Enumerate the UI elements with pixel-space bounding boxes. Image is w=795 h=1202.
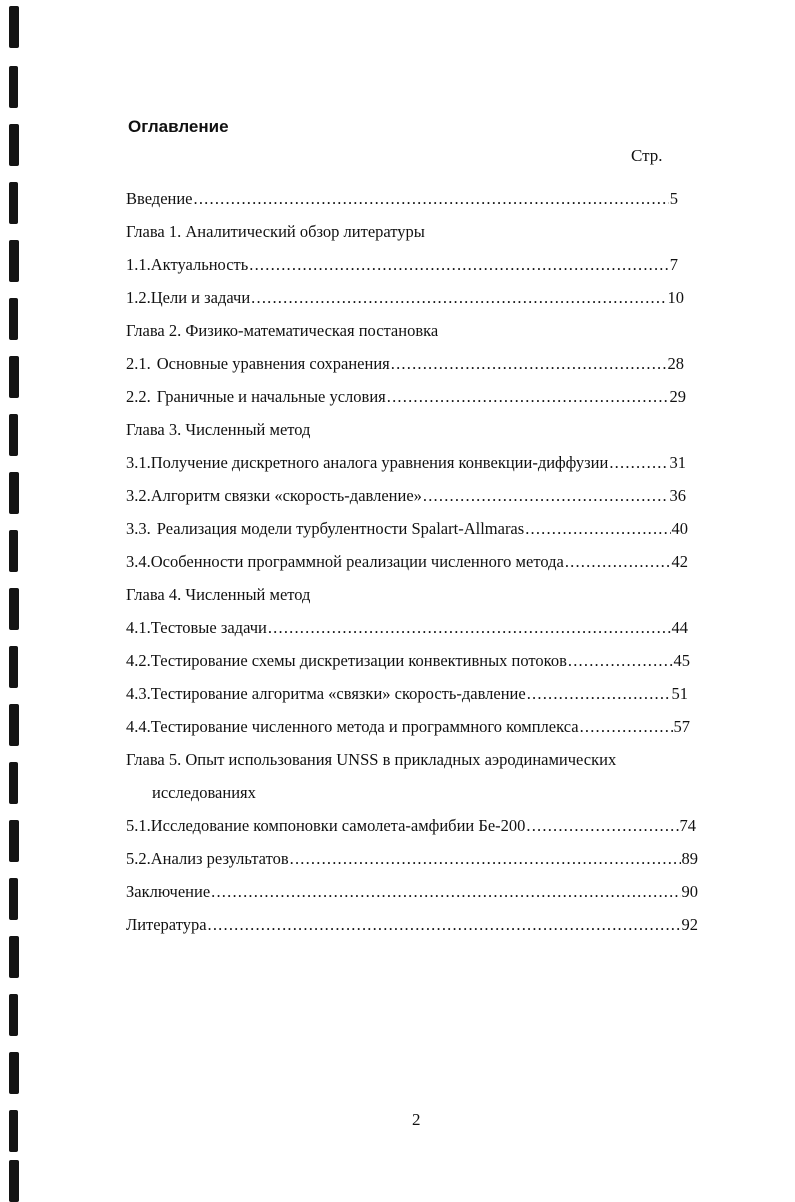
toc-chapter-4[interactable]: [126, 581, 686, 609]
toc-entry-page: 89: [681, 849, 698, 868]
toc-entry-3-2[interactable]: [126, 482, 686, 510]
toc-entry-number: 4.1.: [126, 618, 151, 637]
toc-entry-label: Особенности программной реализации численного метода: [150, 552, 564, 571]
dot-leader: [580, 713, 673, 741]
toc-entry-label: исследованиях: [152, 783, 256, 802]
dot-leader: [268, 614, 671, 642]
toc-entry-literature[interactable]: [126, 911, 698, 939]
dot-leader: [290, 845, 681, 873]
toc-entry-page: 51: [671, 684, 688, 703]
toc-entry-label: Глава 1. Аналитический обзор литературы: [126, 222, 425, 241]
toc-entry-number: 2.1.: [126, 354, 151, 373]
toc-entry-label: Глава 5. Опыт использования UNSS в прикладных аэродинамических: [126, 750, 617, 769]
toc-entry-introduction[interactable]: [126, 185, 678, 213]
toc-entry-2-2[interactable]: [126, 383, 686, 411]
toc-chapter-5-continuation[interactable]: [152, 779, 256, 807]
toc-entry-page: 74: [679, 816, 696, 835]
toc-entry-label: Алгоритм связки «скорость-давление»: [150, 486, 422, 505]
toc-entry-page: 44: [671, 618, 688, 637]
toc-entry-2-1[interactable]: [126, 350, 684, 378]
toc-entry-label: Реализация модели турбулентности Spalart-Allmaras: [156, 519, 525, 538]
page-column-header: Стр.: [631, 146, 663, 165]
toc-entry-number: 5.2.: [126, 849, 151, 868]
toc-entry-label: Тестирование алгоритма «связки» скорость-давление: [150, 684, 526, 703]
toc-entry-label: Анализ результатов: [150, 849, 289, 868]
toc-entry-page: 90: [681, 882, 698, 901]
toc-entry-number: 3.3.: [126, 519, 151, 538]
dot-leader: [565, 548, 671, 576]
toc-entry-label: Исследование компоновки самолета-амфибии Бе-200: [150, 816, 526, 835]
toc-entry-number: 3.2.: [126, 486, 151, 505]
toc-entry-1-2[interactable]: [126, 284, 684, 312]
toc-entry-label: Введение: [126, 189, 193, 208]
toc-entry-number: 5.1.: [126, 816, 151, 835]
toc-entry-page: 92: [681, 915, 698, 934]
toc-entry-number: 1.1.: [126, 255, 151, 274]
toc-entry-label: Тестирование схемы дискретизации конвективных потоков: [150, 651, 567, 670]
toc-entry-page: 10: [667, 288, 684, 307]
toc-entry-label: Глава 2. Физико-математическая постановка: [126, 321, 439, 340]
toc-entry-label: Получение дискретного аналога уравнения конвекции-диффузии: [150, 453, 609, 472]
toc-entry-label: Глава 3. Численный метод: [126, 420, 311, 439]
toc-entry-1-1[interactable]: [126, 251, 678, 279]
toc-entry-5-2[interactable]: [126, 845, 698, 873]
toc-entry-label: Тестовые задачи: [150, 618, 267, 637]
toc-entry-page: 29: [669, 387, 686, 406]
toc-entry-page: 7: [669, 255, 678, 274]
toc-entry-3-1[interactable]: [126, 449, 686, 477]
toc-entry-4-1[interactable]: [126, 614, 688, 642]
toc-title: Оглавление: [128, 117, 229, 136]
dot-leader: [251, 284, 666, 312]
toc-entry-4-3[interactable]: [126, 680, 688, 708]
page-number: 2: [412, 1110, 421, 1129]
toc-entry-label: Литература: [126, 915, 207, 934]
dot-leader: [249, 251, 668, 279]
toc-entry-conclusion[interactable]: [126, 878, 698, 906]
dot-leader: [526, 812, 678, 840]
toc-entry-label: Основные уравнения сохранения: [156, 354, 390, 373]
dot-leader: [423, 482, 669, 510]
toc-entry-number: 1.2.: [126, 288, 151, 307]
toc-entry-3-4[interactable]: [126, 548, 688, 576]
toc-entry-number: 4.4.: [126, 717, 151, 736]
toc-chapter-3[interactable]: [126, 416, 686, 444]
toc-entry-3-3[interactable]: [126, 515, 688, 543]
toc-chapter-5[interactable]: [126, 746, 686, 774]
toc-entry-label: Граничные и начальные условия: [156, 387, 386, 406]
dot-leader: [609, 449, 668, 477]
toc-entry-number: 2.2.: [126, 387, 151, 406]
toc-entry-5-1[interactable]: [126, 812, 696, 840]
toc-entry-number: 3.1.: [126, 453, 151, 472]
dot-leader: [211, 878, 680, 906]
toc-entry-page: 36: [669, 486, 686, 505]
toc-entry-label: Актуальность: [150, 255, 249, 274]
toc-entry-page: 40: [671, 519, 688, 538]
toc-entry-page: 31: [669, 453, 686, 472]
toc-entry-page: 28: [667, 354, 684, 373]
toc-chapter-1[interactable]: [126, 218, 686, 246]
toc-entry-label: Цели и задачи: [150, 288, 251, 307]
toc-entry-4-2[interactable]: [126, 647, 690, 675]
toc-entry-page: 57: [673, 717, 690, 736]
dot-leader: [525, 515, 670, 543]
dot-leader: [194, 185, 669, 213]
toc-entry-number: 3.4.: [126, 552, 151, 571]
toc-entry-4-4[interactable]: [126, 713, 690, 741]
toc-entry-label: Глава 4. Численный метод: [126, 585, 311, 604]
toc-entry-page: 42: [671, 552, 688, 571]
toc-entry-label: Тестирование численного метода и программного комплекса: [150, 717, 579, 736]
dot-leader: [391, 350, 667, 378]
toc-entry-page: 45: [673, 651, 690, 670]
dot-leader: [527, 680, 671, 708]
dot-leader: [208, 911, 681, 939]
toc-entry-number: 4.3.: [126, 684, 151, 703]
toc-chapter-2[interactable]: [126, 317, 686, 345]
toc-entry-number: 4.2.: [126, 651, 151, 670]
dot-leader: [568, 647, 673, 675]
dot-leader: [387, 383, 669, 411]
toc-entry-label: Заключение: [126, 882, 211, 901]
toc-entry-page: 5: [669, 189, 678, 208]
